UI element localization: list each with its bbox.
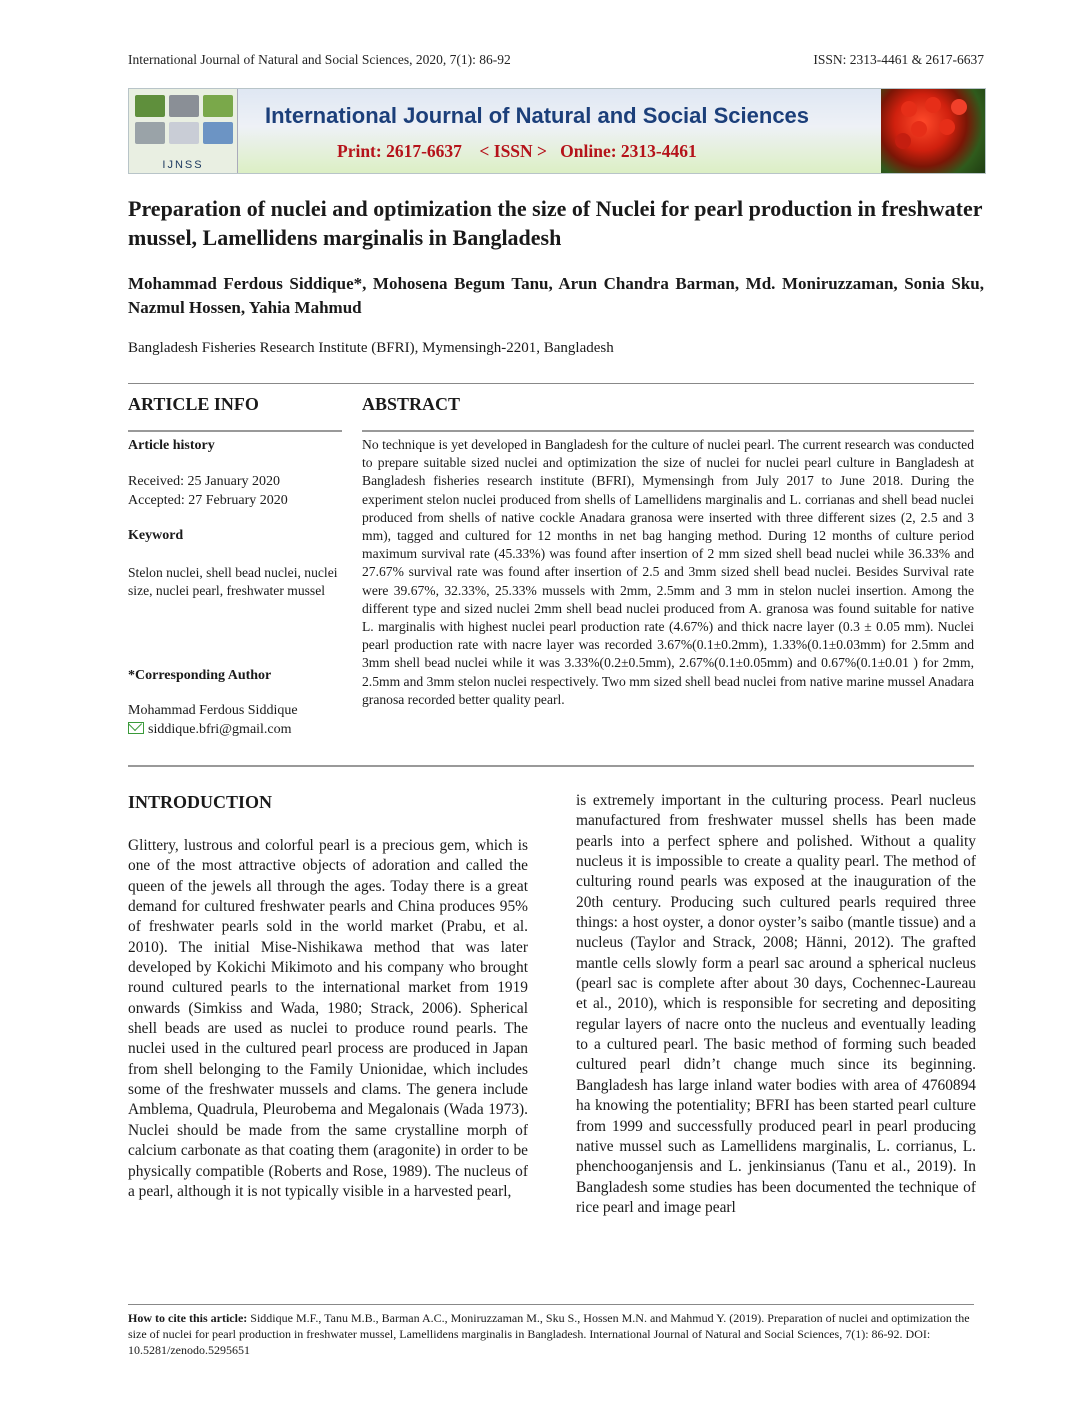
introduction-heading: INTRODUCTION: [128, 792, 273, 812]
accepted-date: Accepted: 27 February 2020: [128, 493, 288, 508]
divider: [362, 430, 974, 432]
abstract-heading: ABSTRACT: [362, 394, 461, 414]
running-header-left: International Journal of Natural and Social Sciences, 2020, 7(1): 86-92: [128, 52, 511, 67]
article-title: Preparation of nuclei and optimization the size of Nuclei for pearl production in freshwater mussel, Lamellidens marginalis in Bangladesh: [128, 196, 983, 250]
citation-block: [128, 1310, 984, 1358]
corresponding-author-label: *Corresponding Author: [128, 668, 272, 683]
affiliation: Bangladesh Fisheries Research Institute (BFRI), Mymensingh-2201, Bangladesh: [128, 340, 614, 356]
banner-journal-name: International Journal of Natural and Social Sciences: [265, 103, 810, 128]
divider: [128, 765, 974, 767]
corresponding-author-name: Mohammad Ferdous Siddique: [128, 703, 298, 718]
article-history-label: Article history: [128, 438, 215, 453]
citation-text: Siddique M.F., Tanu M.B., Barman A.C., Moniruzzaman M., Sku S., Hossen M.N. and Mahmud Y. (2019). Preparation of nuclei and optimization the size of nuclei for pearl production in freshwater mussel, Lamellidens marginalis in Bangladesh. International Journal of Natural and Social Sciences, 7(1): 86-92. DOI: 10.5281/zenodo.5295651: [128, 1311, 970, 1357]
abstract-text: No technique is yet developed in Bangladesh for the culture of nuclei pearl. The current research was conducted to prepare suitable sized nuclei and optimization the size of nuclei for nuclei pearl culture in Bangladesh at Bangladesh fisheries research institute (BFRI), Mymensingh from July 2017 to June 2018. During the experiment stelon nuclei produced from shells of Lamellidens marginalis and L. corrianas and shell bead nuclei produced from shells of native cockle Anadara granosa were inserted with three different sizes (2, 2.5 and 3 mm), tagged and cultured for 12 months in net bag hanging method. During 12 months of culture period maximum survival rate (45.33%) was found after insertion of 2 mm sized shell bead nuclei while 36.33% and 27.67% survival rate was found after insertion of 2.5 and 3mm sized shell bead nuclei. Besides Survival rate were 39.67%, 32.33%, 25.33% mussels with 2mm, 2.5mm and 3 mm in stelon nuclei insertion. Among the different type and sized nuclei 2mm shell bead nuclei produced from A. granosa was found suitable for native L. marginalis with highest nuclei pearl production rate (4.67%) and thick nacre layer (0.3 ± 0.05 mm). Nuclei pearl production rate with nacre layer was recorded 3.67%(0.1±0.2mm), 1.33%(0.1±0.03mm) for 2.5mm and 3mm shell bead nuclei while it was 3.33%(0.2±0.5mm), 2.67%(0.1±0.05mm) and 0.67%(0.1±0.01 ) for 2mm, 2.5mm and 3mm stelon nuclei respectively. Two mm sized shell bead nuclei from native marine mussel Anadara granosa recorded better quality pearl.: [362, 437, 974, 707]
email-address[interactable]: siddique.bfri@gmail.com: [148, 722, 292, 737]
banner-logo-text: IJNSS: [162, 159, 204, 171]
envelope-icon: [128, 722, 144, 734]
introduction-column-1: Glittery, lustrous and colorful pearl is a precious gem, which is one of the most attractive objects of adoration and called the queen of the jewels all through the ages. Today there is a great demand for cultured freshwater pearls and China produces 95% of freshwater pearls sold in the world market (Prabu, et al. 2010). The initial Mise-Nishikawa method that was later developed by Kokichi Mikimoto and his company who brought round cultured pearls to the international market from 1919 onwards (Simkiss and Wada, 1980; Strack, 2006). Spherical shell beads are used as nuclei to produce round pearls. The nuclei used in the cultured pearl process are produced in Japan from shell belonging to the Family Unionidae, which includes some of the freshwater mussels and clams. The genera include Amblema, Quadrula, Pleurobema and Megalonais (Wada 1973). Nuclei should be made from the same crystalline morph of calcium carbonate as that coating them (aragonite) in order to be physically compatible (Roberts and Rose, 1989). The nucleus of a pearl, although it is not typically visible in a harvested pearl,: [128, 837, 528, 1200]
keyword-label: Keyword: [128, 528, 184, 543]
divider: [128, 383, 974, 384]
journal-banner: [128, 88, 986, 174]
corresponding-email[interactable]: [128, 720, 292, 739]
keyword-list: Stelon nuclei, shell bead nuclei, nuclei size, nuclei pearl, freshwater mussel: [128, 565, 338, 598]
running-header-right: ISSN: 2313-4461 & 2617-6637: [813, 52, 984, 67]
citation-label: How to cite this article:: [128, 1311, 248, 1325]
banner-issn-line: Print: 2617-6637 < ISSN > Online: 2313-4461: [337, 141, 697, 161]
article-info-heading: ARTICLE INFO: [128, 394, 259, 414]
author-list: Mohammad Ferdous Siddique*, Mohosena Begum Tanu, Arun Chandra Barman, Md. Moniruzzaman, Sonia Sku, Nazmul Hossen, Yahia Mahmud: [128, 274, 984, 317]
banner-flower-image: [881, 89, 985, 173]
divider: [128, 1304, 974, 1305]
banner-collage-image: [129, 89, 238, 173]
received-date: Received: 25 January 2020: [128, 474, 281, 489]
introduction-column-2: is extremely important in the culturing process. Pearl nucleus manufactured from freshwater mussel shells has been made pearls into a perfect sphere and polished. Without a quality nucleus it is impossible to create a quality pearl. The method of culturing round pearls was exposed at the inauguration of the 20th century. Producing such cultured pearls required three things: a host oyster, a donor oyster’s saibo (mantle tissue) and a nucleus (Taylor and Strack, 2008; Hänni, 2012). The grafted mantle cells slowly form a pearl sac around a spherical nucleus (pearl sac is complete after about 30 days, Cochennec-Laureau et al., 2010), which is responsible for secreting and depositing regular layers of nacre onto the nucleus and eventually leading to a cultured pearl. The basic method of forming such beaded cultured pearl didn’t change much since its beginning. Bangladesh has large inland water bodies with area of 4760894 ha knowing the potentiality; BFRI has been started pearl culture from 1999 and successfully produced pearl in pearl producing native mussel such as Lamellidens marginalis, L. corrianus, L. phenchooganjensis and L. jenkinsianus (Tanu et al., 2019). In Bangladesh some studies has been documented the technique of rice pearl and image pearl: [576, 792, 976, 1216]
divider: [128, 430, 342, 432]
